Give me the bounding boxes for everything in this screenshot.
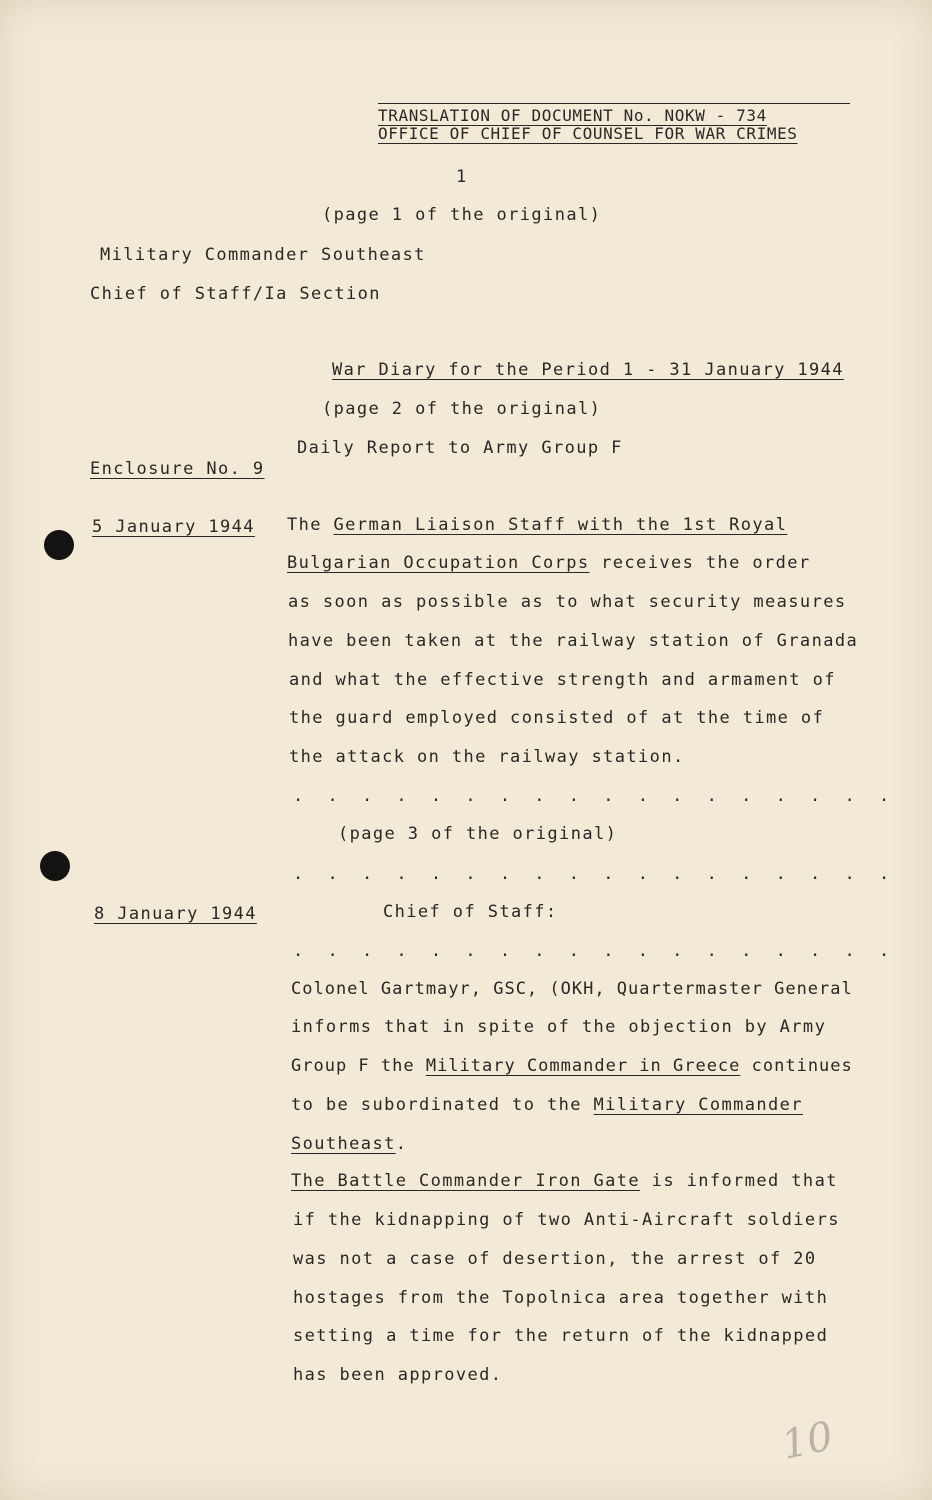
entry-2-p2-line-6: has been approved. (293, 1365, 503, 1385)
entry-2-heading: Chief of Staff: (383, 902, 558, 922)
page-1-note: (page 1 of the original) (322, 205, 602, 225)
report-title: Daily Report to Army Group F (297, 438, 623, 458)
entry-2-p1-line-1: Colonel Gartmayr, GSC, (OKH, Quartermaster General (291, 979, 853, 999)
entry-2-p1-line-3: Group F the Military Commander in Greece continues (291, 1056, 853, 1076)
page-signature-mark: 10 (777, 1413, 838, 1469)
page-number: 1 (456, 167, 468, 187)
entry-2-date: 8 January 1944 (94, 904, 257, 924)
entry-1-line-1: The German Liaison Staff with the 1st Royal (287, 515, 788, 535)
entry-2-p2-line-4: hostages from the Topolnica area together with (293, 1288, 829, 1308)
entry-1-line-6: the guard employed consisted of at the time of (289, 708, 825, 728)
page-3-note: (page 3 of the original) (338, 824, 618, 844)
header-line-1: TRANSLATION OF DOCUMENT No. NOKW - 734 (378, 106, 767, 125)
entry-1-line-5: and what the effective strength and armament of (289, 670, 836, 690)
sender-line-2: Chief of Staff/Ia Section (90, 284, 381, 304)
punch-hole (44, 530, 74, 560)
entry-1-line-3: as soon as possible as to what security measures (288, 592, 847, 612)
entry-2-p2-line-2: if the kidnapping of two Anti-Aircraft soldiers (293, 1210, 840, 1230)
diary-title: War Diary for the Period 1 - 31 January 1944 (332, 360, 844, 380)
ellipsis-row: . . . . . . . . . . . . . . . . . . (293, 864, 897, 884)
entry-2-p2-line-5: setting a time for the return of the kidnapped (293, 1326, 829, 1346)
entry-2-p2-line-3: was not a case of desertion, the arrest of 20 (293, 1249, 817, 1269)
entry-2-p1-line-5: Southeast. (291, 1134, 408, 1154)
header-rule (378, 103, 850, 104)
entry-1-line-7: the attack on the railway station. (289, 747, 685, 767)
entry-1-line-4: have been taken at the railway station of Granada (288, 631, 859, 651)
sender-line-1: Military Commander Southeast (100, 245, 426, 265)
entry-2-p2-line-1: The Battle Commander Iron Gate is informed that (291, 1171, 838, 1191)
entry-1-line-2: Bulgarian Occupation Corps receives the order (287, 553, 811, 573)
entry-1-date: 5 January 1944 (92, 517, 255, 537)
ellipsis-row: . . . . . . . . . . . . . . . . . . (293, 786, 897, 806)
enclosure-label: Enclosure No. 9 (90, 459, 265, 479)
ellipsis-row: . . . . . . . . . . . . . . . . . . (293, 941, 897, 961)
punch-hole (40, 851, 70, 881)
entry-2-p1-line-2: informs that in spite of the objection by Army (291, 1017, 827, 1037)
page-2-note: (page 2 of the original) (322, 399, 602, 419)
header-line-2: OFFICE OF CHIEF OF COUNSEL FOR WAR CRIMES (378, 124, 798, 143)
entry-2-p1-line-4: to be subordinated to the Military Commander (291, 1095, 803, 1115)
